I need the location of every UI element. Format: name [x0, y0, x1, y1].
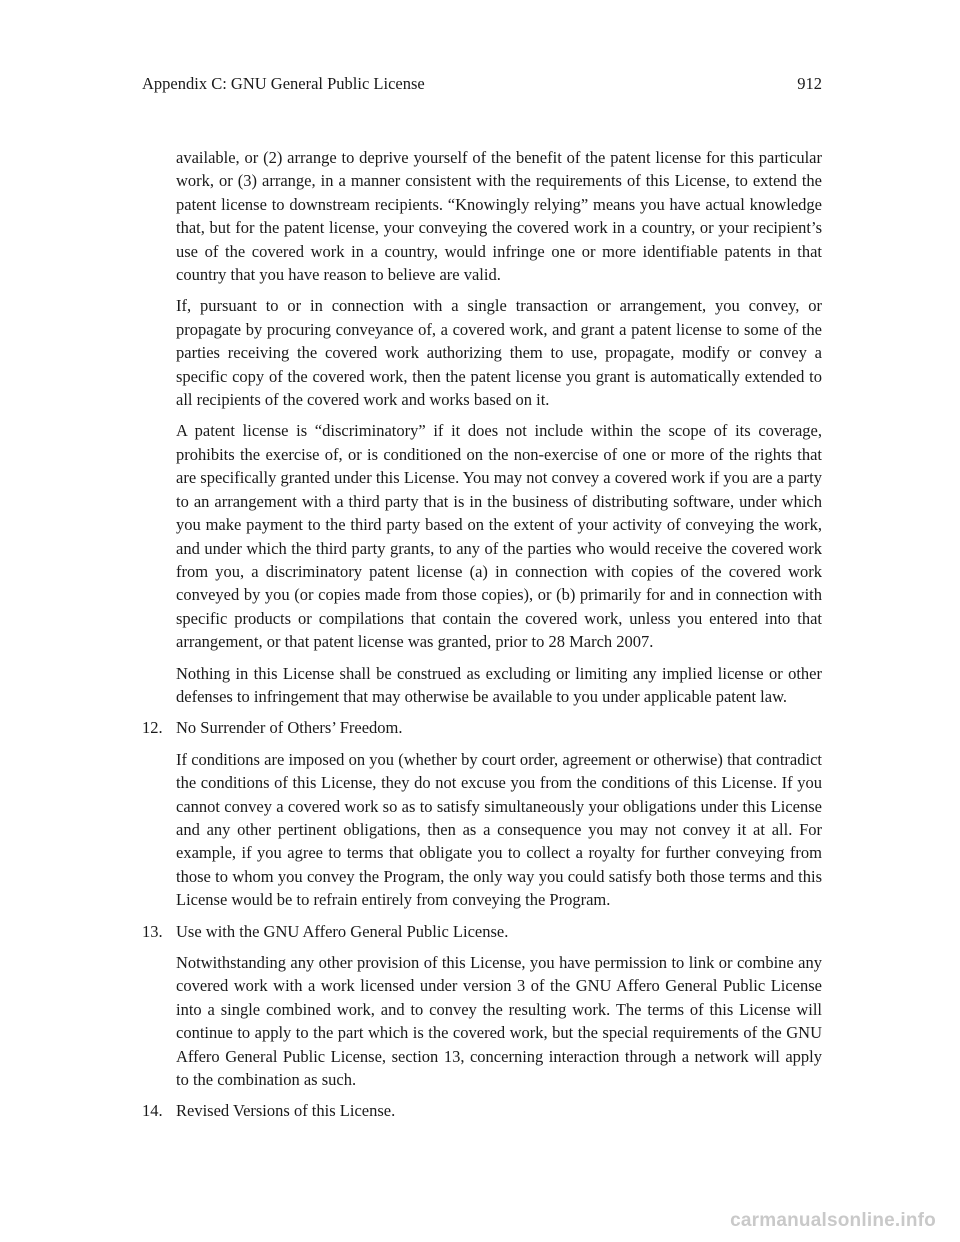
page-header [142, 72, 822, 96]
paragraph-patent-license-continued: available, or (2) arrange to deprive yourself of the benefit of the patent license for this particular work, or (3) arrange, in a manner consistent with the requirements of this License, to extend the patent license to downstream recipients. “Knowingly relying” means you have actual knowledge that, but for the patent license, your conveying the covered work in a country, or your recipient’s use of the covered work in a country, would infringe one or more identifiable patents in that country that you have reason to believe are valid. [176, 148, 822, 285]
section-number: 12. [142, 718, 163, 738]
section-number: 13. [142, 921, 163, 941]
section-number: 14. [142, 1101, 163, 1121]
section-heading-12 [142, 716, 822, 739]
watermark: carmanualsonline.info [730, 1210, 936, 1231]
paragraph-implied-license: Nothing in this License shall be construed as excluding or limiting any implied license or other defenses to infringement that may otherwise be available to you under applicable patent law. [176, 663, 822, 706]
page-number: 912 [797, 74, 822, 93]
paragraph-section-12: If conditions are imposed on you (whether by court order, agreement or otherwise) that contradict the conditions of this License, they do not excuse you from the conditions of this License. If you cannot convey a covered work so as to satisfy simultaneously your obligations under this License and any other pertinent obligations, then as a consequence you may not convey it at all. For example, if you agree to terms that obligate you to collect a royalty for further conveying from those to whom you convey the Program, the only way you could satisfy both those terms and this License would be to refrain entirely from conveying the Program. [176, 749, 822, 910]
section-heading-14 [142, 1099, 822, 1122]
section-title: No Surrender of Others’ Freedom. [176, 718, 403, 738]
section-heading-13 [142, 920, 822, 943]
header-title: Appendix C: GNU General Public License [142, 74, 425, 93]
paragraph-patent-license-extension: If, pursuant to or in connection with a single transaction or arrangement, you convey, or propagate by procuring conveyance of, a covered work, and grant a patent license to some of the parties receiving the covered work authorizing them to use, propagate, modify or convey a specific copy of the covered work, then the patent license you grant is automatically extended to all recipients of the covered work and works based on it. [176, 296, 822, 410]
paragraph-section-13: Notwithstanding any other provision of this License, you have permission to link or combine any covered work with a work licensed under version 3 of the GNU Affero General Public License into a single combined work, and to convey the resulting work. The terms of this License will continue to apply to the part which is the covered work, but the special requirements of the GNU Affero General Public License, section 13, concerning interaction through a network will apply to the combination as such. [176, 953, 822, 1090]
page-body [142, 146, 822, 1131]
section-title: Use with the GNU Affero General Public License. [176, 921, 509, 941]
section-title: Revised Versions of this License. [176, 1101, 396, 1121]
paragraph-discriminatory-license: A patent license is “discriminatory” if it does not include within the scope of its coverage, prohibits the exercise of, or is conditioned on the non-exercise of one or more of the rights that are specifically granted under this License. You may not convey a covered work if you are a party to an arrangement with a third party that is in the business of distributing software, under which you make payment to the third party based on the extent of your activity of conveying the work, and under which the third party grants, to any of the parties who would receive the covered work from you, a discriminatory patent license (a) in connection with copies of the covered work conveyed by you (or copies made from those copies), or (b) primarily for and in connection with specific products or compilations that contain the covered work, unless you entered into that arrangement, or that patent license was granted, prior to 28 March 2007. [176, 421, 822, 652]
